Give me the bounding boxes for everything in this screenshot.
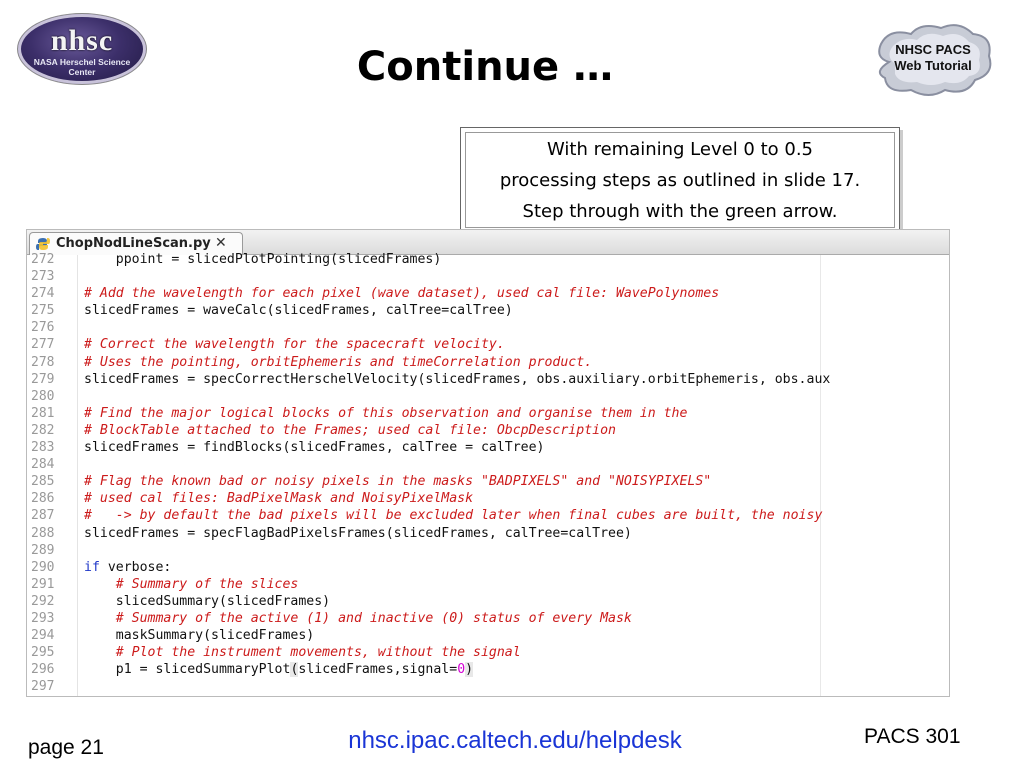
code-line <box>27 525 949 542</box>
callout-line-1: With remaining Level 0 to 0.5 <box>546 138 814 160</box>
line-number: 276 <box>31 320 55 336</box>
code-text: slicedFrames = specFlagBadPixelsFrames(slicedFrames, calTree=calTree) <box>84 525 632 541</box>
callout-line-2: processing steps as outlined in slide 17. <box>499 169 861 191</box>
code-line <box>27 627 949 644</box>
code-text: # Summary of the active (1) and inactive (0) status of every Mask <box>84 610 632 626</box>
code-line <box>27 439 949 456</box>
code-text: # Summary of the slices <box>84 576 299 592</box>
callout-text <box>465 132 895 228</box>
code-token: p1 = slicedSummaryPlot <box>84 662 291 678</box>
code-line <box>27 559 949 576</box>
line-number: 275 <box>31 303 55 319</box>
line-number: 272 <box>31 252 55 267</box>
badge-line-1: NHSC PACS <box>895 42 971 57</box>
line-number: 280 <box>31 388 55 404</box>
line-number: 274 <box>31 286 55 302</box>
code-text: # used cal files: BadPixelMask and NoisyPixelMask <box>84 491 474 507</box>
code-text: # Add the wavelength for each pixel (wave dataset), used cal file: WavePolynomes <box>84 286 720 302</box>
code-lines <box>27 251 949 695</box>
code-text: # Correct the wavelength for the spacecraft velocity. <box>84 337 505 353</box>
code-text: # Plot the instrument movements, without the signal <box>84 645 521 661</box>
callout-box <box>460 127 900 233</box>
code-text <box>84 559 171 576</box>
line-number: 283 <box>31 440 55 456</box>
line-number: 282 <box>31 422 55 438</box>
line-number: 277 <box>31 337 55 353</box>
code-token: ) <box>465 662 474 678</box>
line-number: 286 <box>31 491 55 507</box>
code-line <box>27 644 949 661</box>
code-token: ( <box>290 662 299 678</box>
line-number: 281 <box>31 405 55 421</box>
code-line <box>27 354 949 371</box>
code-text: # Find the major logical blocks of this observation and organise them in the <box>84 405 688 421</box>
code-text: # BlockTable attached to the Frames; used cal file: ObcpDescription <box>84 422 616 438</box>
code-text: slicedFrames = findBlocks(slicedFrames, calTree = calTree) <box>84 440 545 456</box>
code-line <box>27 542 949 559</box>
line-number: 288 <box>31 525 55 541</box>
tab-label: ChopNodLineScan.py <box>56 236 211 251</box>
python-file-icon <box>36 237 50 251</box>
code-line <box>27 388 949 405</box>
line-number: 297 <box>31 679 55 695</box>
code-text: ppoint = slicedPlotPointing(slicedFrames) <box>84 252 442 267</box>
code-text: maskSummary(slicedFrames) <box>84 628 315 644</box>
code-line <box>27 661 949 678</box>
code-token: slicedFrames,signal= <box>298 662 458 678</box>
badge-line-2: Web Tutorial <box>894 58 972 73</box>
line-number: 296 <box>31 662 55 678</box>
code-token: verbose: <box>99 559 172 575</box>
code-line <box>27 422 949 439</box>
line-number: 273 <box>31 269 55 285</box>
line-number: 279 <box>31 371 55 387</box>
code-line <box>27 319 949 336</box>
code-text: slicedSummary(slicedFrames) <box>84 593 331 609</box>
logo-sub-text: NASA Herschel Science Center <box>33 57 131 77</box>
code-line <box>27 678 949 695</box>
line-number: 284 <box>31 457 55 473</box>
code-line <box>27 610 949 627</box>
line-number: 294 <box>31 628 55 644</box>
code-line <box>27 268 949 285</box>
code-text: slicedFrames = specCorrectHerschelVelocity(slicedFrames, obs.auxiliary.orbitEphemeris, obs.aux <box>84 371 831 387</box>
line-number: 278 <box>31 354 55 370</box>
course-label: PACS 301 <box>864 725 961 748</box>
code-editor <box>26 229 950 697</box>
code-text: # -> by default the bad pixels will be excluded later when final cubes are built, the noisy <box>84 508 823 524</box>
web-tutorial-badge <box>871 22 995 98</box>
code-line <box>27 302 949 319</box>
line-number: 293 <box>31 610 55 626</box>
code-line <box>27 473 949 490</box>
keyword-token: if <box>84 559 100 575</box>
code-line <box>27 405 949 422</box>
line-number: 287 <box>31 508 55 524</box>
line-number: 291 <box>31 576 55 592</box>
slide-title: Continue … <box>356 44 614 90</box>
code-line <box>27 576 949 593</box>
code-line <box>27 593 949 610</box>
close-icon[interactable]: ✕ <box>215 235 227 251</box>
code-line <box>27 251 949 268</box>
code-text <box>84 661 473 678</box>
code-line <box>27 456 949 473</box>
code-line <box>27 285 949 302</box>
page-number: page 21 <box>28 736 104 759</box>
code-area[interactable] <box>27 252 949 696</box>
code-line <box>27 507 949 524</box>
code-text: # Flag the known bad or noisy pixels in the masks "BADPIXELS" and "NOISYPIXELS" <box>84 474 712 490</box>
line-number: 295 <box>31 645 55 661</box>
code-text: # Uses the pointing, orbitEphemeris and timeCorrelation product. <box>84 354 593 370</box>
helpdesk-link[interactable]: nhsc.ipac.caltech.edu/helpdesk <box>348 727 682 754</box>
code-token: 0 <box>457 662 466 678</box>
line-number: 292 <box>31 593 55 609</box>
logo-main-text: nhsc <box>50 24 114 57</box>
line-number: 285 <box>31 474 55 490</box>
code-text: slicedFrames = waveCalc(slicedFrames, calTree=calTree) <box>84 303 513 319</box>
code-line <box>27 371 949 388</box>
line-number: 290 <box>31 559 55 575</box>
callout-line-3: Step through with the green arrow. <box>522 200 838 222</box>
line-number: 289 <box>31 542 55 558</box>
code-line <box>27 336 949 353</box>
code-line <box>27 490 949 507</box>
